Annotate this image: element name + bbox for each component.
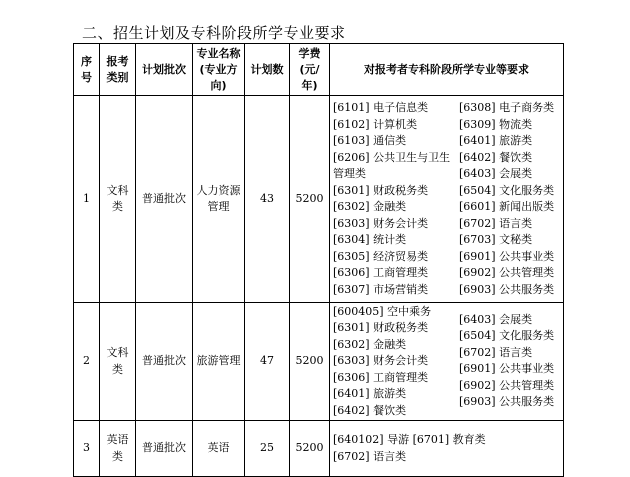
requirement-item: [6102] 计算机类 <box>333 117 418 131</box>
cell-batch: 普通批次 <box>136 96 193 303</box>
requirement-right-list <box>459 100 560 298</box>
enrollment-plan-table <box>73 43 564 477</box>
cell-batch: 普通批次 <box>136 421 193 477</box>
requirement-right-list <box>459 304 560 420</box>
header-seq: 序号 <box>74 44 100 96</box>
cell-plan: 25 <box>245 421 290 477</box>
requirement-item: [6401] 旅游类 <box>459 134 533 147</box>
requirement-item: [6403] 会展类 <box>459 167 533 180</box>
requirement-item: [6504] 文化服务类 <box>459 183 555 197</box>
requirement-item: [600405] 空中乘务 <box>333 304 432 318</box>
requirement-item: [6303] 财务会计类 <box>333 354 429 368</box>
cell-requirement <box>330 421 564 477</box>
requirement-item: [6902] 公共管理类 <box>459 378 555 392</box>
requirement-item: [6401] 旅游类 <box>333 387 407 401</box>
table-row <box>74 96 564 303</box>
cell-category: 文科类 <box>100 303 136 421</box>
requirement-item: [6901] 公共事业类 <box>459 249 555 263</box>
header-category: 报考类别 <box>100 44 136 96</box>
cell-seq: 1 <box>74 96 100 303</box>
cell-major: 英语 <box>193 421 245 477</box>
header-plan: 计划数 <box>245 44 290 96</box>
header-requirement: 对报考者专科阶段所学专业等要求 <box>330 44 564 96</box>
cell-major: 人力资源管理 <box>193 96 245 303</box>
requirement-item: [6504] 文化服务类 <box>459 329 555 343</box>
requirement-item: [6402] 餐饮类 <box>333 403 407 417</box>
cell-category: 文科类 <box>100 96 136 303</box>
requirement-item: [6601] 新闻出版类 <box>459 200 555 213</box>
requirement-item: [6902] 公共管理类 <box>459 266 555 279</box>
requirement-item: [6702] 语言类 <box>333 449 407 463</box>
header-major: 专业名称(专业方向) <box>193 44 245 96</box>
table-row <box>74 303 564 421</box>
requirement-item: [6903] 公共服务类 <box>459 282 555 296</box>
cell-requirement <box>330 303 564 421</box>
cell-plan: 43 <box>245 96 290 303</box>
requirement-item: [6307] 市场营销类 <box>333 282 429 296</box>
requirement-item: [6702] 语言类 <box>459 216 533 230</box>
cell-plan: 47 <box>245 303 290 421</box>
requirement-item: [6305] 经济贸易类 <box>333 249 429 263</box>
cell-fee: 5200 <box>290 303 330 421</box>
requirement-item: [6703] 文秘类 <box>459 233 533 246</box>
requirement-item: [640102] 导游 [6701] 教育类 <box>333 433 486 446</box>
requirement-item: [6901] 公共事业类 <box>459 362 555 376</box>
header-batch: 计划批次 <box>136 44 193 96</box>
cell-fee: 5200 <box>290 421 330 477</box>
requirement-left-list <box>333 100 457 298</box>
requirement-item: [6402] 餐饮类 <box>459 150 533 164</box>
requirement-item: [6306] 工商管理类 <box>333 266 429 279</box>
requirement-item: [6309] 物流类 <box>459 117 533 131</box>
cell-seq: 3 <box>74 421 100 477</box>
requirement-item: [6101] 电子信息类 <box>333 101 429 114</box>
requirement-item: [6103] 通信类 <box>333 134 407 147</box>
requirement-left-list <box>333 304 457 420</box>
header-fee: 学费(元/年) <box>290 44 330 96</box>
cell-batch: 普通批次 <box>136 303 193 421</box>
table-row <box>74 421 564 477</box>
requirement-item: [6303] 财务会计类 <box>333 216 429 230</box>
cell-seq: 2 <box>74 303 100 421</box>
requirement-item: [6302] 金融类 <box>333 200 407 213</box>
requirement-item: [6301] 财政税务类 <box>333 183 429 197</box>
requirement-item: [6302] 金融类 <box>333 337 407 351</box>
requirement-item: [6301] 财政税务类 <box>333 321 429 335</box>
cell-category: 英语类 <box>100 421 136 477</box>
section-title: 二、招生计划及专科阶段所学专业要求 <box>82 24 346 42</box>
requirement-item: [6308] 电子商务类 <box>459 101 555 114</box>
requirement-item: [6702] 语言类 <box>459 345 533 359</box>
requirement-item: [6306] 工商管理类 <box>333 370 429 384</box>
cell-requirement <box>330 96 564 303</box>
cell-fee: 5200 <box>290 96 330 303</box>
requirement-item: [6403] 会展类 <box>459 312 533 326</box>
cell-major: 旅游管理 <box>193 303 245 421</box>
table-header-row <box>74 44 564 96</box>
requirement-item: [6206] 公共卫生与卫生管理类 <box>333 150 451 180</box>
requirement-item: [6304] 统计类 <box>333 233 407 246</box>
requirement-item: [6903] 公共服务类 <box>459 395 555 409</box>
